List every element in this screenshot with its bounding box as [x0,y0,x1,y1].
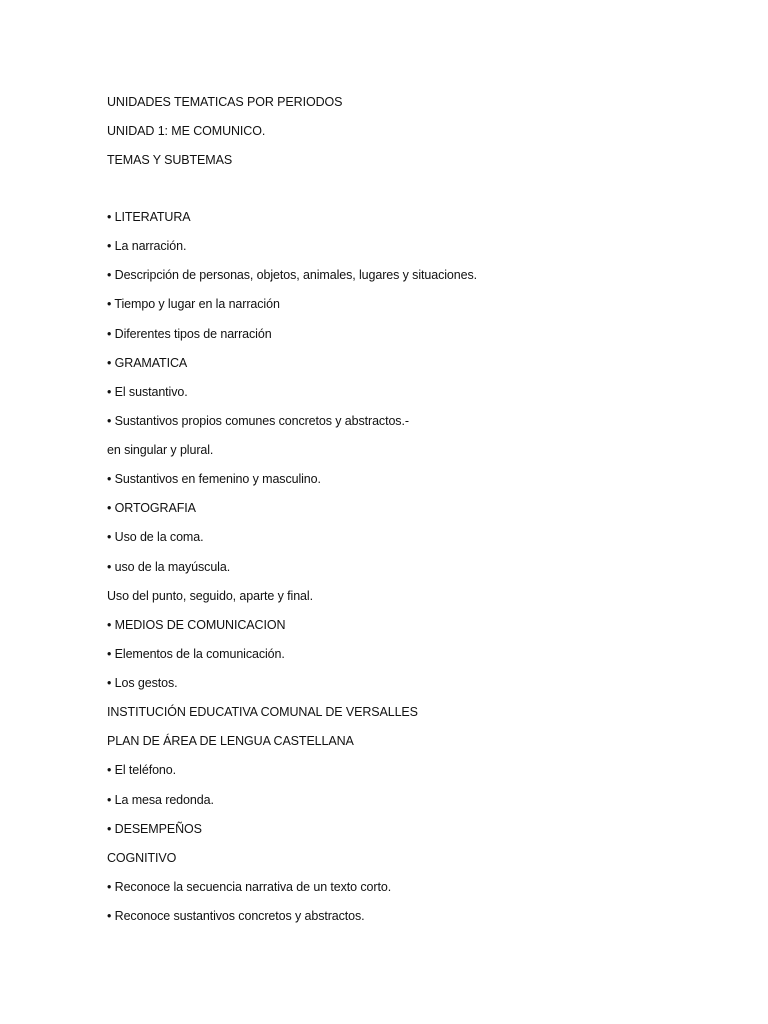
plan-title: PLAN DE ÁREA DE LENGUA CASTELLANA [107,734,354,748]
list-item: • Diferentes tipos de narración [107,327,272,341]
list-item: • Sustantivos en femenino y masculino. [107,472,321,486]
list-item: • Uso de la coma. [107,530,204,544]
text-line: Uso del punto, seguido, aparte y final. [107,589,313,603]
heading-unidad-1: UNIDAD 1: ME COMUNICO. [107,124,266,138]
institution-name: INSTITUCIÓN EDUCATIVA COMUNAL DE VERSALLES [107,705,418,719]
list-item: • Tiempo y lugar en la narración [107,297,280,311]
list-item: • Reconoce sustantivos concretos y abstractos. [107,909,365,923]
list-item-medios: • MEDIOS DE COMUNICACION [107,618,286,632]
list-item: • El sustantivo. [107,385,188,399]
list-item-literatura: • LITERATURA [107,210,191,224]
text-line-cognitivo: COGNITIVO [107,851,177,865]
heading-temas-subtemas: TEMAS Y SUBTEMAS [107,153,233,167]
list-item: • La mesa redonda. [107,793,214,807]
list-item: • El teléfono. [107,763,176,777]
list-item: • Sustantivos propios comunes concretos y abstractos.- [107,414,409,428]
list-item-gramatica: • GRAMATICA [107,356,188,370]
list-item: • La narración. [107,239,187,253]
list-item: • Reconoce la secuencia narrativa de un texto corto. [107,880,392,894]
list-item: • Los gestos. [107,676,178,690]
list-item: • Elementos de la comunicación. [107,647,285,661]
text-line: en singular y plural. [107,443,214,457]
heading-unidades-tematicas: UNIDADES TEMATICAS POR PERIODOS [107,95,343,109]
list-item: • uso de la mayúscula. [107,560,231,574]
list-item-ortografia: • ORTOGRAFIA [107,501,196,515]
list-item-desempenos: • DESEMPEÑOS [107,822,202,836]
list-item: • Descripción de personas, objetos, animales, lugares y situaciones. [107,268,477,282]
